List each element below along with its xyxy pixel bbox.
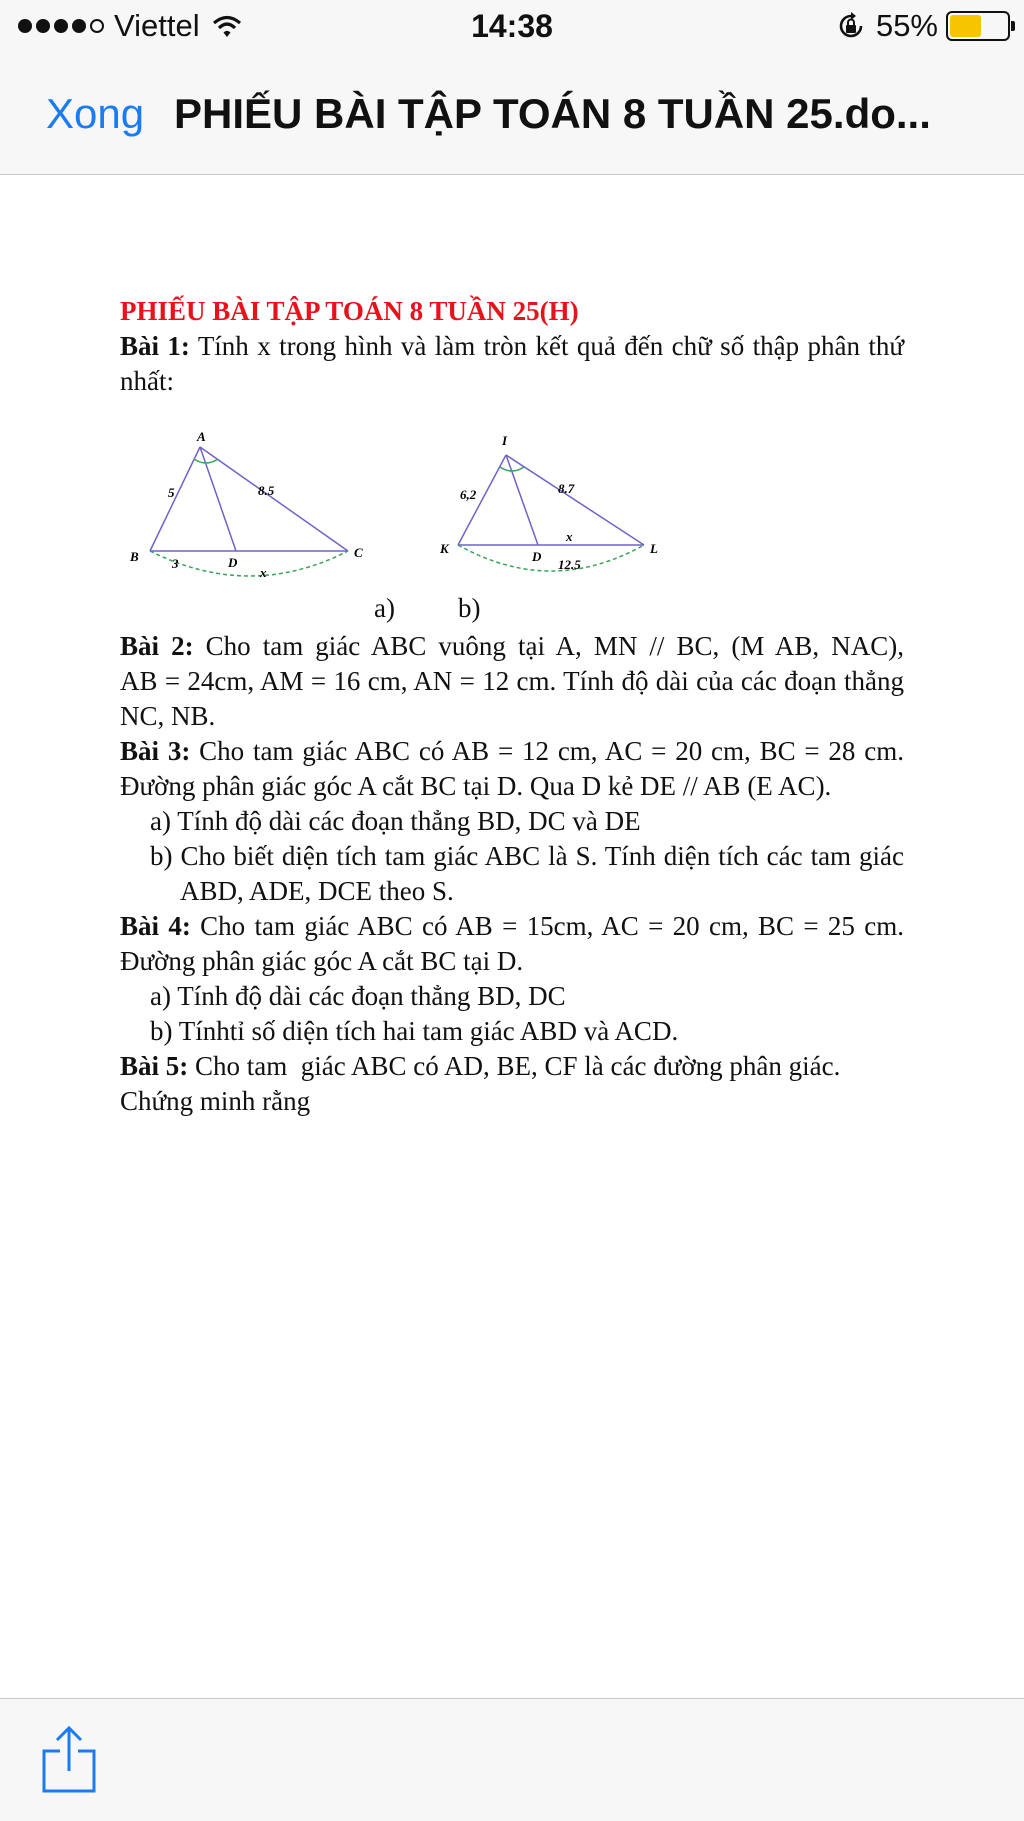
caption-b: b) (458, 593, 481, 623)
carrier-name: Viettel (114, 8, 200, 43)
exercise-4-part-b: b) Tínhtỉ số diện tích hai tam giác ABD và ACD. (150, 1016, 679, 1046)
worksheet-heading: PHIẾU BÀI TẬP TOÁN 8 TUẦN 25(H) (120, 296, 579, 326)
rotation-lock-icon (836, 11, 866, 41)
label-IK-length: 6,2 (460, 487, 477, 502)
status-bar (0, 0, 1024, 56)
label-IL-length: 8.7 (558, 481, 575, 496)
document-title: PHIẾU BÀI TẬP TOÁN 8 TUẦN 25.do... (174, 90, 931, 137)
bottom-toolbar (0, 1698, 1024, 1821)
exercise-3-text: Cho tam giác ABC có AB = 12 cm, AC = 20 cm, BC = 28 cm. Đường phân giác góc A cắt BC tại D. Qua D kẻ DE // AB (E AC). (120, 736, 904, 801)
exercise-2-text: Cho tam giác ABC vuông tại A, MN // BC, (M AB, NAC), AB = 24cm, AM = 16 cm, AN = 12 cm. Tính độ dài của các đoạn thẳng NC, NB. (120, 631, 985, 731)
label-D-a: D (228, 555, 238, 570)
label-I: I (502, 433, 508, 448)
exercise-5-text: Cho tam giác ABC có AD, BE, CF là các đường phân giác. (188, 1051, 841, 1081)
label-AC-length: 8.5 (258, 483, 275, 498)
proof-prompt: Chứng minh rằng (120, 1086, 311, 1116)
label-D-b: D (532, 549, 542, 564)
done-button[interactable]: Xong (46, 90, 145, 137)
navigation-bar (0, 56, 1024, 175)
caption-a: a) (374, 593, 395, 623)
figure-captions (120, 591, 904, 629)
exercise-3-part-a: a) Tính độ dài các đoạn thẳng BD, DC và DE (150, 806, 641, 836)
label-L: L (650, 541, 658, 556)
exercise-3-part-b: b) Cho biết diện tích tam giác ABC là S. Tính diện tích các tam giác ABD, ADE, DCE theo S. (150, 841, 904, 906)
exercise-2-label: Bài 2: (120, 631, 194, 661)
share-icon[interactable] (40, 1725, 98, 1795)
label-K: K (440, 541, 449, 556)
exercise-5 (120, 1049, 904, 1084)
exercise-2 (120, 629, 985, 734)
label-B: B (130, 549, 139, 564)
exercise-3-label: Bài 3: (120, 736, 191, 766)
exercise-4-label: Bài 4: (120, 911, 191, 941)
figure-b (439, 433, 658, 572)
label-AB-length: 5 (168, 485, 175, 500)
exercise-3 (120, 734, 904, 804)
exercise-4-part-a: a) Tính độ dài các đoạn thẳng BD, DC (150, 981, 566, 1011)
exercise-1-text: Tính x trong hình và làm tròn kết quả đến chữ số thập phân thứ nhất: (120, 331, 904, 396)
exercise-1 (120, 329, 904, 399)
label-x-b: x (566, 529, 573, 544)
triangle-figures-svg (120, 401, 904, 591)
exercise-1-label: Bài 1: (120, 331, 190, 361)
label-BD-length: 3 (172, 556, 179, 571)
battery-icon (946, 11, 1010, 41)
exercise-5-label: Bài 5: (120, 1051, 189, 1081)
exercise-4-text: Cho tam giác ABC có AB = 15cm, AC = 20 cm, BC = 25 cm. Đường phân giác góc A cắt BC tại D. (120, 911, 904, 976)
battery-percent: 55% (875, 8, 938, 43)
label-C: C (354, 545, 363, 560)
figure-a (129, 429, 363, 580)
label-A: A (197, 429, 206, 444)
document-page[interactable] (120, 294, 985, 1119)
triangle-figures (120, 401, 904, 591)
label-KL-length: 12.5 (558, 557, 581, 572)
label-x-a: x (260, 565, 267, 580)
exercise-4 (120, 909, 904, 979)
clock: 14:38 (471, 8, 553, 44)
status-right (836, 8, 1010, 44)
battery-level-fill (950, 15, 981, 37)
